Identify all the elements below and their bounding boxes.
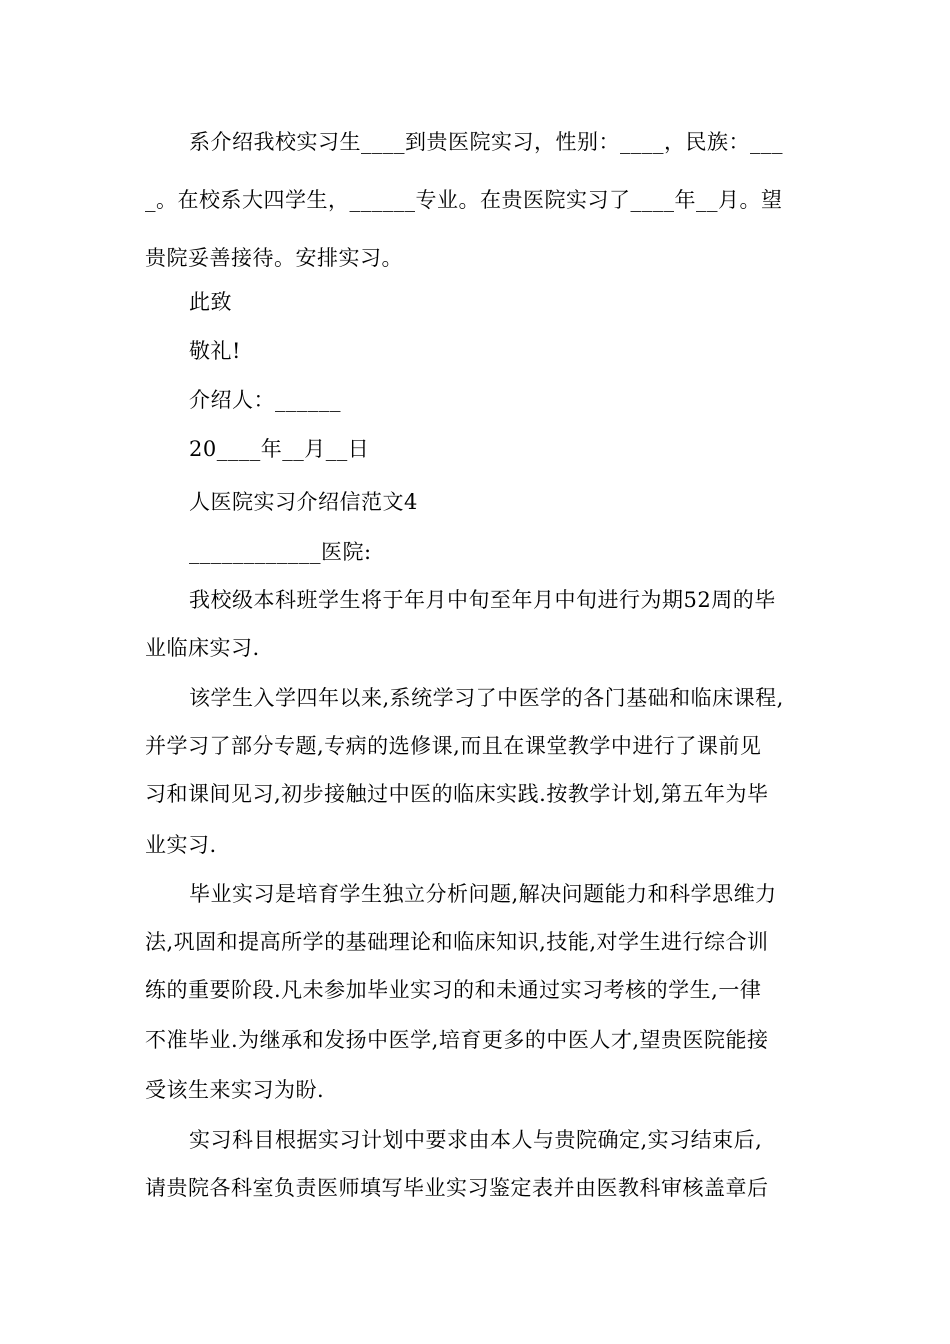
paragraph-line: _。在校系大四学生，______专业。在贵医院实习了____年__月。望 xyxy=(145,188,783,212)
salutation-line: 此致 xyxy=(189,290,232,314)
paragraph-line: 我校级本科班学生将于年月中旬至年月中旬进行为期52周的毕 xyxy=(189,588,776,612)
closing-line: 敬礼! xyxy=(189,339,241,363)
paragraph-line: 毕业实习是培育学生独立分析问题,解决问题能力和科学思维力 xyxy=(189,882,777,906)
paragraph-line: 系介绍我校实习生____到贵医院实习，性别：____，民族：___ xyxy=(189,130,783,154)
addressee-line: ____________医院: xyxy=(189,540,372,564)
date-line: 20____年__月__日 xyxy=(189,437,370,461)
paragraph-line: 请贵院各科室负责医师填写毕业实习鉴定表并由医教科审核盖章后 xyxy=(145,1176,769,1200)
introducer-line: 介绍人：______ xyxy=(189,388,341,412)
section-title: 人医院实习介绍信范文4 xyxy=(189,490,418,514)
paragraph-line: 该学生入学四年以来,系统学习了中医学的各门基础和临床课程, xyxy=(189,686,784,710)
paragraph-line: 业实习. xyxy=(145,833,217,857)
paragraph-line: 实习科目根据实习计划中要求由本人与贵院确定,实习结束后, xyxy=(189,1128,763,1152)
paragraph-line: 不准毕业.为继承和发扬中医学,培育更多的中医人才,望贵医院能接 xyxy=(145,1028,769,1052)
paragraph-line: 受该生来实习为盼. xyxy=(145,1078,325,1102)
paragraph-line: 练的重要阶段.凡未参加毕业实习的和未通过实习考核的学生,一律 xyxy=(145,978,762,1002)
paragraph-line: 并学习了部分专题,专病的选修课,而且在课堂教学中进行了课前见 xyxy=(145,734,762,758)
paragraph-line: 习和课间见习,初步接触过中医的临床实践.按教学计划,第五年为毕 xyxy=(145,782,769,806)
paragraph-line: 贵院妥善接待。安排实习。 xyxy=(145,246,403,270)
paragraph-line: 业临床实习. xyxy=(145,636,260,660)
paragraph-line: 法,巩固和提高所学的基础理论和临床知识,技能,对学生进行综合训 xyxy=(145,930,769,954)
